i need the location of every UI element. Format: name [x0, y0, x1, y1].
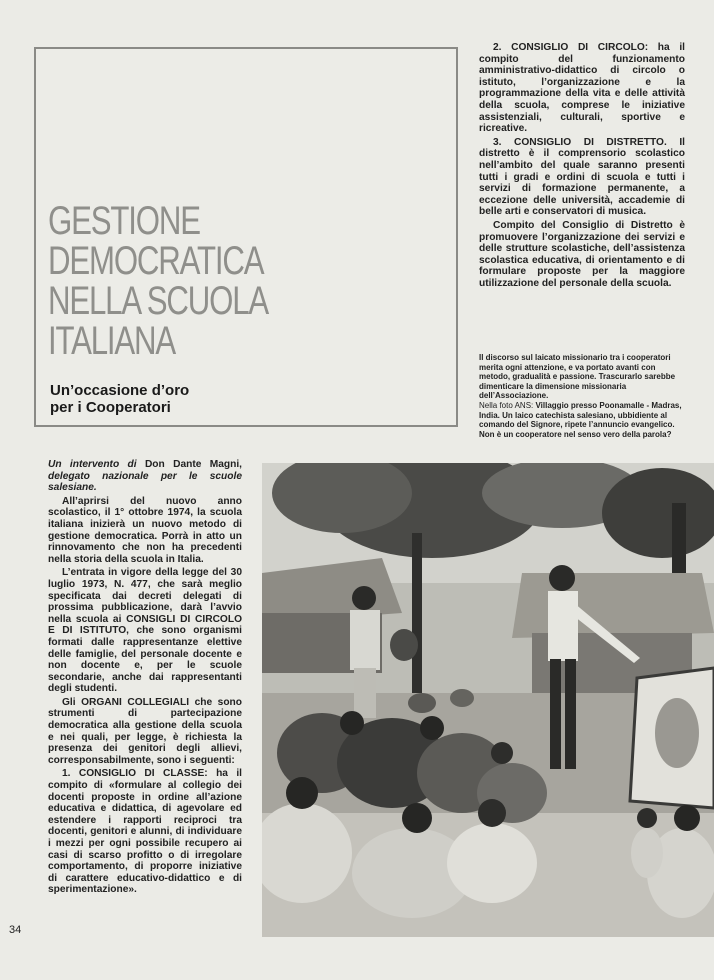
paragraph: 3. CONSIGLIO DI DISTRETTO. Il distretto è il comprensorio scolastico nell’ambito del quale saranno presenti tutti i gradi e ordini di scuola e tutti i servizi di formazione permanente, a eccezione delle università, accademie di belle arti e conservatori di musica.: [479, 136, 685, 218]
village-photo: [262, 463, 714, 937]
headline-line: NELLA SCUOLA: [48, 279, 269, 323]
subtitle-line: per i Cooperatori: [50, 399, 171, 416]
caption-photo-line: [479, 401, 685, 439]
paragraph: All’aprirsi del nuovo anno scolastico, il 1° ottobre 1974, la scuola italiana inizierà un nuovo metodo di gestione democratica. Porrà in atto un rinnovamento che non ha precedenti nella storia della scuola in Italia.: [48, 495, 242, 565]
kicker-prefix: Un intervento di: [48, 459, 137, 470]
caption-photo-text: Villaggio presso Poonamalle - Madras, India. Un laico catechista salesiano, ubbidiente al comando del Signore, ripete l’annuncio evangelico. Non è un cooperatore nel senso vero della parola?: [479, 400, 682, 439]
paragraph: 1. CONSIGLIO DI CLASSE: ha il compito di «formulare al collegio dei docenti proposte in ordine all’azione educativa e didattica, di agevolare ed estendere i rapporti reciproci tra docenti, genitori e alunni, di individuare i mezzi per ogni possibile recupero ai casi di scarso profitto o di irregolare comportamento, di proporre iniziative di carattere educativo-didattico e di sperimentazione».: [48, 768, 242, 896]
headline: [48, 201, 268, 361]
kicker-suffix: delegato nazionale per le scuole salesiane.: [48, 470, 242, 494]
village-photo-illustration: [262, 463, 714, 937]
subtitle: [50, 382, 189, 416]
photo-caption: [479, 353, 685, 439]
kicker-name: Don Dante Magni,: [144, 459, 242, 470]
paragraph: 2. CONSIGLIO DI CIRCOLO: ha il compito del funzionamento amministrativo-didattico di circolo o istituto, l’organizzazione e la programmazione della vita e delle attività della scuola, comprese le iniziative assistenziali, culturali, sportive e ricreative.: [479, 42, 685, 135]
right-text-column: [479, 42, 685, 291]
caption-text: Il discorso sul laicato missionario tra i cooperatori merita ogni attenzione, e va portato avanti con metodo, gradualità e passione. Trascurarlo sarebbe dimenticare la dimensione missionaria dell’Associazione.: [479, 353, 676, 401]
headline-line: GESTIONE: [48, 199, 200, 243]
subtitle-line: Un’occasione d’oro: [50, 382, 190, 399]
kicker: [48, 459, 242, 494]
headline-line: ITALIANA: [48, 319, 176, 363]
caption-credit: Nella foto ANS:: [479, 400, 534, 410]
paragraph: L’entrata in vigore della legge del 30 luglio 1973, N. 477, che sarà meglio specificata dai decreti delegati di prossima pubblicazione, darà l’avvio nella scuola ai CONSIGLI DI CIRCOLO E DI ISTITUTO, che sono organismi formati dalle rappresentanze elettive delle famiglie, del personale docente e non docente e, per le scuole secondarie, anche dai rappresentanti degli studenti.: [48, 567, 242, 695]
headline-line: DEMOCRATICA: [48, 239, 264, 283]
paragraph: Gli ORGANI COLLEGIALI che sono strumenti di partecipazione democratica alla gestione della scuola e nei quali, per legge, è richiesta la presenza dei genitori degli allievi, corresponsabilmente, sono i seguenti:: [48, 696, 242, 766]
left-text-column: [48, 459, 242, 898]
paragraph: Compito del Consiglio di Distretto è promuovere l’organizzazione dei servizi e delle strutture scolastiche, dell’assistenza scolastica educativa, di orientamento e di formulare proposte per la maggiore utilizzazione del personale della scuola.: [479, 219, 685, 289]
page-number: 34: [9, 924, 22, 936]
title-box: [34, 47, 458, 427]
